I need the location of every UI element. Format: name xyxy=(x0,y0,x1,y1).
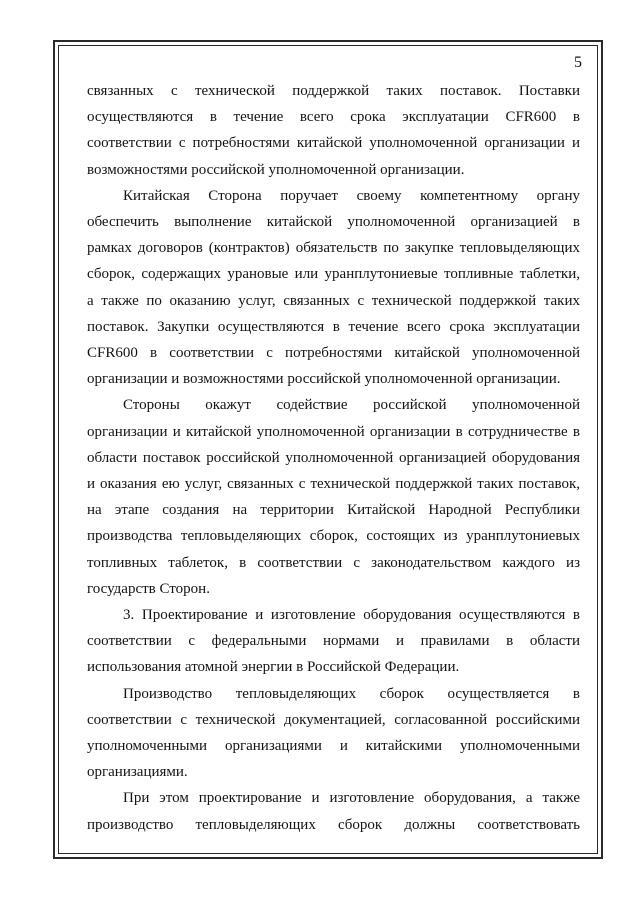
paragraph-list xyxy=(87,78,580,838)
text-line: а также по оказанию услуг, связанных с технической поддержкой таких xyxy=(87,292,580,309)
text-line: При этом проектирование и изготовление оборудования, а также xyxy=(123,790,580,807)
text-line: производства тепловыделяющих сборок, состоящих из уранплутониевых xyxy=(87,528,580,545)
text-line: на этапе создания на территории Китайской Народной Республики xyxy=(87,502,580,519)
text-line: использования атомной энергии в Российской Федерации. xyxy=(87,659,460,676)
document-body xyxy=(87,78,580,838)
page-number: 5 xyxy=(574,54,582,71)
text-line: уполномоченными организациями и китайскими уполномоченными xyxy=(87,738,580,755)
paragraph xyxy=(87,681,580,786)
text-line: топливных таблеток, в соответствии с законодательством каждого из xyxy=(87,554,580,571)
paragraph xyxy=(87,392,580,602)
text-line: возможностями российской уполномоченной организации. xyxy=(87,161,465,178)
text-line: поставок. Закупки осуществляются в течение всего срока эксплуатации xyxy=(87,318,580,335)
text-line: соответствии с технической документацией, согласованной российскими xyxy=(87,711,580,728)
text-line: связанных с технической поддержкой таких поставок. Поставки xyxy=(87,83,580,99)
text-line: производство тепловыделяющих сборок должны соответствовать xyxy=(87,816,580,833)
text-line: рамках договоров (контрактов) обязательств по закупке тепловыделяющих xyxy=(87,240,580,257)
text-line: осуществляются в течение всего срока эксплуатации CFR600 в xyxy=(87,109,580,126)
paragraph xyxy=(87,183,580,393)
paragraph xyxy=(87,602,580,681)
text-line: организации и китайской уполномоченной организации в сотрудничестве в xyxy=(87,423,580,440)
text-line: соответствии с потребностями китайской уполномоченной организации и xyxy=(87,135,580,152)
paragraph xyxy=(87,785,580,837)
text-line: Стороны окажут содействие российской уполномоченной xyxy=(123,397,580,414)
text-line: CFR600 в соответствии с потребностями китайской уполномоченной xyxy=(87,345,580,362)
text-line: государств Сторон. xyxy=(87,580,210,597)
text-line: 3. Проектирование и изготовление оборудования осуществляются в xyxy=(123,607,580,624)
text-line: и оказания ею услуг, связанных с технической поддержкой таких поставок, xyxy=(87,476,580,493)
text-line: соответствии с федеральными нормами и правилами в области xyxy=(87,633,580,650)
text-line: организации и возможностями российской уполномоченной организации. xyxy=(87,371,561,388)
text-line: Производство тепловыделяющих сборок осуществляется в xyxy=(123,685,580,702)
text-line: обеспечить выполнение китайской уполномоченной организацией в xyxy=(87,214,580,231)
text-line: области поставок российской уполномоченной организацией оборудования xyxy=(87,449,580,466)
text-line: сборок, содержащих урановые или уранплутониевые топливные таблетки, xyxy=(87,266,580,283)
text-line: организациями. xyxy=(87,764,188,781)
text-line: Китайская Сторона поручает своему компетентному органу xyxy=(123,187,580,204)
paragraph xyxy=(87,78,580,183)
